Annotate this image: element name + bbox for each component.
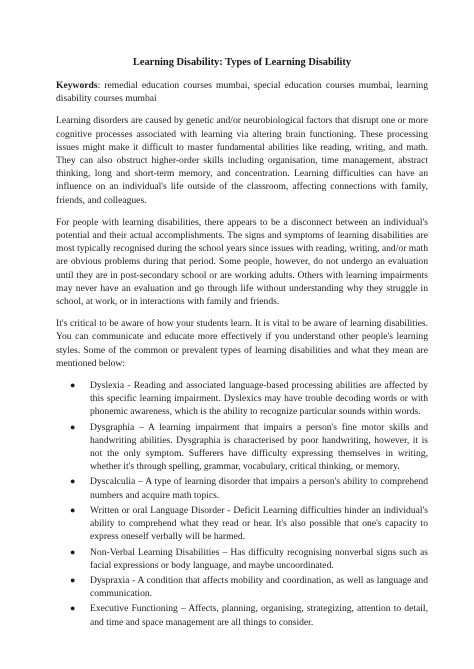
list-item: [56, 421, 428, 474]
bullet-icon: ●: [70, 421, 76, 432]
list-item-text: Dyslexia - Reading and associated language-based processing abilities are affected by this specific learning impairment. Dyslexics may have trouble decoding words or with phonemic awareness, which is the ability to recognize particular sounds within words.: [90, 380, 428, 418]
keywords-text: : remedial education courses mumbai, special education courses mumbai, learning disability courses mumbai: [56, 80, 428, 105]
disability-types-list: [56, 379, 428, 629]
page-title: Learning Disability: Types of Learning Disability: [132, 57, 352, 68]
list-item: [56, 475, 428, 501]
list-item-text: Executive Functioning – Affects, planning, organising, strategizing, attention to detail, and time and space management are all things to consider.: [90, 603, 428, 628]
bullet-icon: ●: [70, 603, 76, 614]
keywords-label: Keywords: [56, 80, 98, 91]
list-item-text: Dyscalculia – A type of learning disorder that impairs a person's ability to comprehend numbers and acquire math topics.: [90, 476, 428, 501]
bullet-icon: ●: [70, 504, 76, 515]
bullet-icon: ●: [70, 476, 76, 487]
bullet-icon: ●: [70, 546, 76, 557]
bullet-icon: ●: [70, 574, 76, 585]
list-item: [56, 546, 428, 572]
list-item-text: Dysgraphia – A learning impairment that impairs a person's fine motor skills and handwriting abilities. Dysgraphia is characterised by poor handwriting, however, it is not the only symptom. Sufferers have difficulty expressing themselves in writing, whether it's through spelling, grammar, vocabulary, critical thinking, or memory.: [90, 421, 428, 473]
bullet-icon: ●: [70, 380, 76, 391]
list-item-text: Dyspraxia - A condition that affects mobility and coordination, as well as language and communication.: [90, 574, 428, 600]
paragraph-awareness: It's critical to be aware of how your students learn. It is vital to be aware of learning disabilities. You can communicate and educate more effectively if you understand other people's learning styles. Some of the common or prevalent types of learning disabilities and what they mean are mentioned below:: [56, 318, 428, 369]
paragraph-disconnect: For people with learning disabilities, there appears to be a disconnect between an individual's potential and their actual accomplishments. The signs and symptoms of learning disabilities are most typically recognised during the school years since issues with reading, writing, and/or math are obvious problems during that period. Some people, however, do not undergo an evaluation until they are in post-secondary school or are working adults. Others with learning impairments may never have an evaluation and go through life without understanding why they struggle in school, at work, or in interactions with family and friends.: [56, 216, 428, 308]
list-item: [56, 574, 428, 600]
list-item-text: Non-Verbal Learning Disabilities – Has difficulty recognising nonverbal signs such as facial expressions or body language, and maybe uncoordinated.: [90, 546, 428, 571]
list-item-text: Written or oral Language Disorder - Deficit Learning difficulties hinder an individual's ability to comprehend what they read or hear. It's also possible that one's capacity to express oneself verbally will be harmed.: [90, 504, 428, 543]
paragraph-intro: Learning disorders are caused by genetic and/or neurobiological factors that disrupt one or more cognitive processes associated with learning via altering brain functioning. These processing issues might make it difficult to master fundamental abilities like reading, writing, and math. They can also obstruct higher-order skills including organisation, time management, abstract thinking, long and short-term memory, and concentration. Learning difficulties can have an influence on an individual's life outside of the classroom, affecting connections with family, friends, and colleagues.: [56, 115, 428, 206]
list-item: [56, 602, 428, 628]
list-item: [56, 379, 428, 419]
keywords-line: [56, 79, 428, 105]
list-item: [56, 504, 428, 544]
